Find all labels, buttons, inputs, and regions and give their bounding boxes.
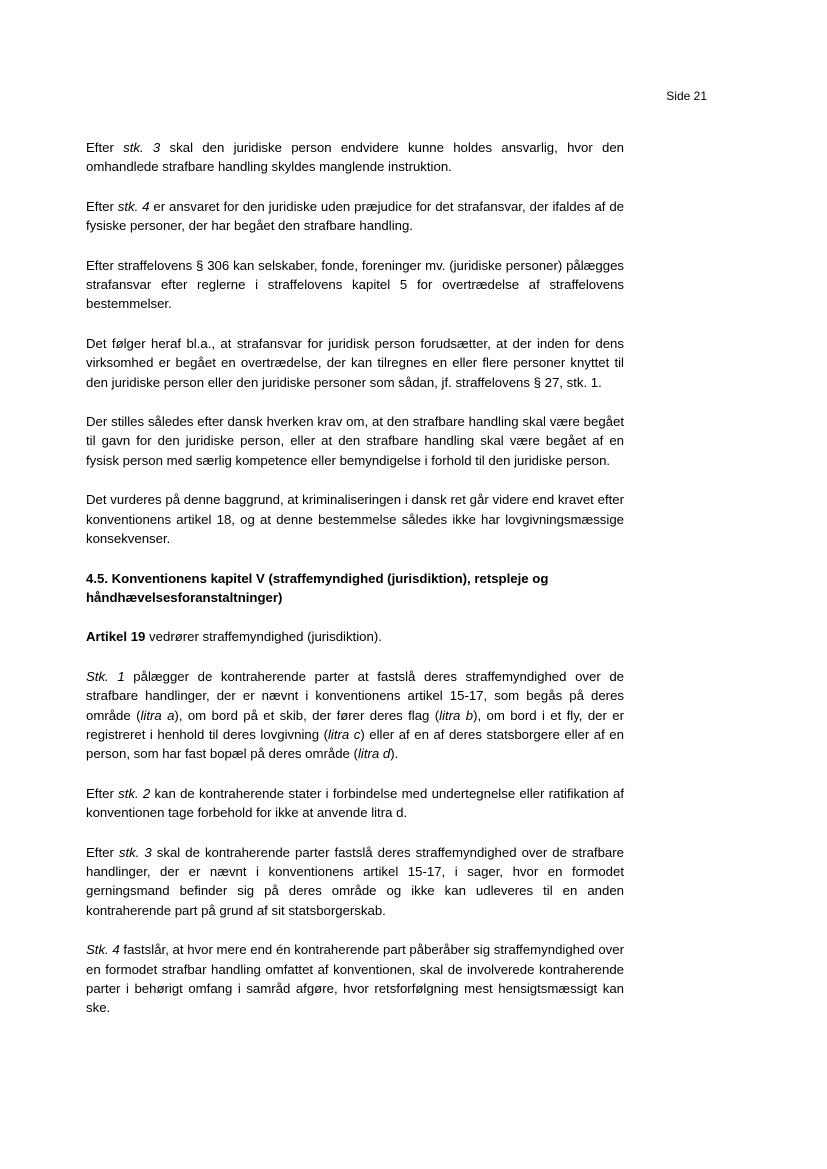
- text-run: ), om bord på et skib, der fører deres flag (: [174, 707, 440, 723]
- paragraph-vurdering: [86, 490, 624, 548]
- text-run: Efter straffelovens § 306 kan selskaber, fonde, foreninger mv. (juridiske personer) pålægges strafansvar efter reglerne i straffelovens kapitel 5 for overtrædelse af straffelovens bestemmelser.: [86, 257, 624, 312]
- paragraph-stk3-ansvar: [86, 138, 624, 177]
- paragraph-art19-stk3: [86, 843, 624, 921]
- italic-reference: Stk. 4: [86, 942, 120, 958]
- text-run: ) eller af en af deres statsborgere eller af en person, som har fast bopæl på deres område (: [86, 726, 624, 762]
- text-run: fastslår, at hvor mere end én kontraherende part påberåber sig straffemyndighed over en formodet strafbar handling omfattet af konventionen, skal de involverede kontraherende parter i behørigt omfang i samråd afgøre, hvor retsforfølgning mest hensigtsmæssigt kan ske.: [86, 942, 624, 1016]
- paragraph-art19-stk1: [86, 667, 624, 764]
- italic-reference: stk. 2: [118, 785, 151, 801]
- paragraph-artikel-19: [86, 627, 624, 646]
- italic-reference: stk. 3: [123, 140, 161, 155]
- text-run: vedrører straffemyndighed (jurisdiktion).: [145, 629, 382, 645]
- paragraph-art19-stk2: [86, 784, 624, 823]
- text-run: skal de kontraherende parter fastslå deres straffemyndighed over de strafbare handlinger, der er nævnt i konventionens artikel 15-17, i sager, hvor en formodet gerningsmand befinder sig på deres område og ikke kan udleveres til en anden kontraherende part på grund af sit statsborgerskab.: [86, 844, 624, 918]
- italic-reference: stk. 4: [117, 198, 150, 214]
- document-body: [86, 138, 624, 1038]
- text-run: Det vurderes på denne baggrund, at kriminaliseringen i dansk ret går videre end kravet efter konventionens artikel 18, og at denne bestemmelse således ikke har lovgivningsmæssige konsekvenser.: [86, 492, 624, 547]
- paragraph-forudsaetning: [86, 334, 624, 392]
- text-run: pålægger de kontraherende parter at fastslå deres straffemyndighed over de strafbare handlinger, der er nævnt i konventionens artikel 15-17, som begås på deres område (: [86, 668, 625, 723]
- text-run: Efter: [86, 140, 124, 155]
- text-run: Efter: [86, 844, 119, 860]
- paragraph-group-article-19: [86, 627, 624, 1018]
- section-heading: 4.5. Konventionens kapitel V (straffemyndighed (jurisdiktion), retspleje og håndhævelsesforanstaltninger): [86, 570, 549, 605]
- paragraph-straffeloven-306: [86, 256, 624, 314]
- text-run: Efter: [86, 198, 118, 214]
- paragraph-art19-stk4: [86, 940, 624, 1018]
- italic-reference: stk. 3: [118, 844, 152, 860]
- italic-reference: litra c: [327, 726, 361, 742]
- page-number: Side 21: [666, 89, 707, 103]
- text-run: Efter: [86, 785, 119, 801]
- text-run: skal den juridiske person endvidere kunne holdes ansvarlig, hvor den omhandlede strafbare handling skyldes manglende instruktion.: [86, 140, 625, 175]
- italic-reference: Stk. 1: [86, 668, 125, 684]
- bold-reference: Artikel 19: [86, 629, 146, 645]
- paragraph-stk4-ansvar: [86, 197, 624, 236]
- italic-reference: litra b: [439, 707, 474, 723]
- italic-reference: litra d: [357, 746, 391, 762]
- text-run: ), om bord i et fly, der er registreret i henhold til deres lovgivning (: [86, 707, 624, 742]
- text-run: Det følger heraf bl.a., at strafansvar for juridisk person forudsætter, at der inden for dens virksomhed er begået en overtrædelse, der kan tilregnes en eller flere personer knyttet til den juridiske person eller den juridiske personer som sådan, jf. straffelovens § 27, stk. 1.: [86, 335, 624, 390]
- paragraph-group-article-18: [86, 138, 624, 549]
- text-run: ).: [390, 746, 399, 762]
- text-run: er ansvaret for den juridiske uden præjudice for det strafansvar, der ifaldes af de fysiske personer, der har begået den strafbare handling.: [86, 198, 625, 234]
- text-run: kan de kontraherende stater i forbindelse med undertegnelse eller ratifikation af konventionen tage forbehold for ikke at anvende litra d.: [86, 785, 625, 821]
- text-run: Der stilles således efter dansk hverken krav om, at den strafbare handling skal være begået til gavn for den juridiske person, eller at den strafbare handling skal være begået af en fysisk person med særlig kompetence eller bemyndigelse i forhold til den juridiske person.: [86, 414, 624, 468]
- italic-reference: litra a: [140, 707, 175, 723]
- paragraph-ingen-krav: [86, 412, 624, 470]
